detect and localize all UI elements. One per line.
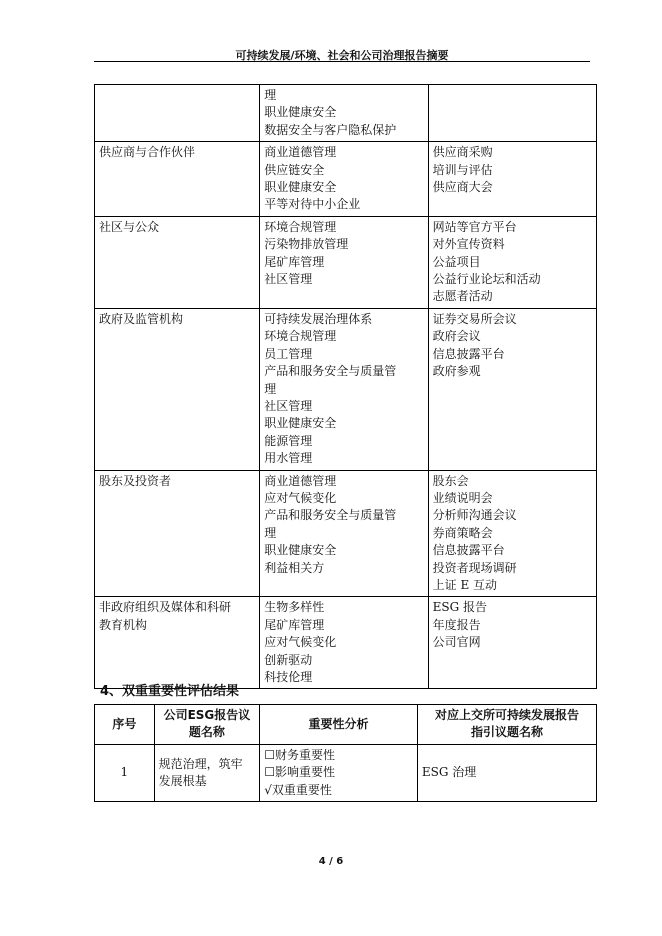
topic-line: 理 bbox=[264, 88, 277, 102]
topic-line: 供应链安全 bbox=[264, 162, 325, 177]
column-header-analysis: 重要性分析 bbox=[260, 705, 418, 745]
stakeholder-cell: 供应商与合作伙伴 bbox=[95, 142, 260, 217]
column-header-guideline: 对应上交所可持续发展报告 指引议题名称 bbox=[417, 705, 596, 745]
materiality-table bbox=[94, 704, 597, 802]
table-row bbox=[95, 744, 597, 801]
channel-line: 培训与评估 bbox=[432, 162, 493, 177]
topic-line: 社区管理 bbox=[264, 398, 313, 413]
topic-line: 理 bbox=[264, 381, 277, 396]
channel-line: 信息披露平台 bbox=[432, 543, 505, 558]
stakeholder-cell: 社区与公众 bbox=[95, 216, 260, 308]
topic-line: 员工管理 bbox=[264, 346, 313, 361]
topic-line: 产品和服务安全与质量管 bbox=[264, 508, 397, 523]
column-header-index: 序号 bbox=[95, 705, 155, 745]
channel-line: 投资者现场调研 bbox=[432, 560, 517, 575]
topic-line: 用水管理 bbox=[264, 451, 313, 466]
table-header-row bbox=[95, 705, 597, 745]
channel-line: 分析师沟通会议 bbox=[432, 508, 517, 523]
topic-line: 尾矿库管理 bbox=[264, 254, 325, 269]
channels-cell bbox=[428, 85, 596, 142]
topic-line: 商业道德管理 bbox=[264, 473, 337, 488]
channels-cell bbox=[428, 470, 596, 597]
channels-cell bbox=[428, 216, 596, 308]
stakeholder-cell: 股东及投资者 bbox=[95, 470, 260, 597]
topics-cell bbox=[260, 470, 428, 597]
topic-line: 环境合规管理 bbox=[264, 329, 337, 344]
double-materiality-checkbox: √双重重要性 bbox=[264, 782, 332, 797]
topic-line: 理 bbox=[264, 525, 277, 540]
channels-cell bbox=[428, 142, 596, 217]
channel-line: 政府会议 bbox=[432, 329, 481, 344]
topic-line: 生物多样性 bbox=[264, 600, 325, 615]
topic-line: 产品和服务安全与质量管 bbox=[264, 364, 397, 379]
guideline-cell: ESG 治理 bbox=[417, 744, 596, 801]
channel-line: 公益项目 bbox=[432, 254, 481, 269]
channels-cell bbox=[428, 308, 596, 470]
channel-line: 网站等官方平台 bbox=[432, 219, 517, 234]
stakeholder-cell: 政府及监管机构 bbox=[95, 308, 260, 470]
topic-line: 能源管理 bbox=[264, 433, 313, 448]
table-row bbox=[95, 470, 597, 597]
table-row bbox=[95, 597, 597, 689]
channel-line: 信息披露平台 bbox=[432, 346, 505, 361]
topics-cell bbox=[260, 216, 428, 308]
page-header-title: 可持续发展/环境、社会和公司治理报告摘要 bbox=[235, 49, 449, 62]
stakeholder-table bbox=[94, 84, 597, 689]
topic-cell: 规范治理，筑牢 发展根基 bbox=[154, 744, 260, 801]
topic-line: 社区管理 bbox=[264, 272, 313, 287]
topic-line: 环境合规管理 bbox=[264, 219, 337, 234]
topic-line: 数据安全与客户隐私保护 bbox=[264, 122, 397, 137]
channel-line: 志愿者活动 bbox=[432, 289, 493, 304]
topic-line: 科技伦理 bbox=[264, 670, 313, 684]
topic-line: 职业健康安全 bbox=[264, 180, 337, 195]
section-title: 4、双重重要性评估结果 bbox=[100, 684, 240, 699]
channel-line: ESG 报告 bbox=[432, 600, 488, 615]
channel-line: 上证 E 互动 bbox=[432, 577, 498, 592]
channel-line: 业绩说明会 bbox=[432, 490, 493, 505]
table-row bbox=[95, 216, 597, 308]
table-row bbox=[95, 85, 597, 142]
channel-line: 公司官网 bbox=[432, 635, 481, 650]
channel-line: 股东会 bbox=[432, 473, 469, 488]
channel-line: 证券交易所会议 bbox=[432, 311, 517, 326]
channel-line: 供应商大会 bbox=[432, 180, 493, 195]
channel-line: 供应商采购 bbox=[432, 145, 493, 160]
topic-line: 创新驱动 bbox=[264, 652, 313, 667]
channel-line: 年度报告 bbox=[432, 617, 481, 632]
topic-line: 商业道德管理 bbox=[264, 145, 337, 160]
index-cell: 1 bbox=[95, 744, 155, 801]
stakeholder-cell: 非政府组织及媒体和科研 教育机构 bbox=[95, 597, 260, 689]
analysis-cell bbox=[260, 744, 418, 801]
topic-line: 应对气候变化 bbox=[264, 490, 337, 505]
channel-line: 政府参观 bbox=[432, 364, 481, 379]
stakeholder-cell bbox=[95, 85, 260, 142]
column-header-topic: 公司ESG报告议 题名称 bbox=[154, 705, 260, 745]
topics-cell bbox=[260, 308, 428, 470]
header-divider bbox=[94, 61, 590, 62]
topics-cell bbox=[260, 142, 428, 217]
topic-line: 污染物排放管理 bbox=[264, 237, 349, 252]
topics-cell bbox=[260, 597, 428, 689]
table-row bbox=[95, 142, 597, 217]
topic-line: 尾矿库管理 bbox=[264, 617, 325, 632]
impact-materiality-checkbox: ☐影响重要性 bbox=[264, 765, 335, 780]
table-row bbox=[95, 308, 597, 470]
topic-line: 利益相关方 bbox=[264, 560, 325, 575]
page-number: 4 / 6 bbox=[318, 856, 344, 867]
topic-line: 可持续发展治理体系 bbox=[264, 311, 373, 326]
channel-line: 公益行业论坛和活动 bbox=[432, 272, 541, 287]
topic-line: 职业健康安全 bbox=[264, 543, 337, 558]
financial-materiality-checkbox: ☐财务重要性 bbox=[264, 747, 335, 762]
channels-cell bbox=[428, 597, 596, 689]
channel-line: 券商策略会 bbox=[432, 525, 493, 540]
topic-line: 应对气候变化 bbox=[264, 635, 337, 650]
channel-line: 对外宣传资料 bbox=[432, 237, 505, 252]
topic-line: 职业健康安全 bbox=[264, 105, 337, 120]
topics-cell bbox=[260, 85, 428, 142]
topic-line: 平等对待中小企业 bbox=[264, 197, 361, 212]
topic-line: 职业健康安全 bbox=[264, 416, 337, 431]
